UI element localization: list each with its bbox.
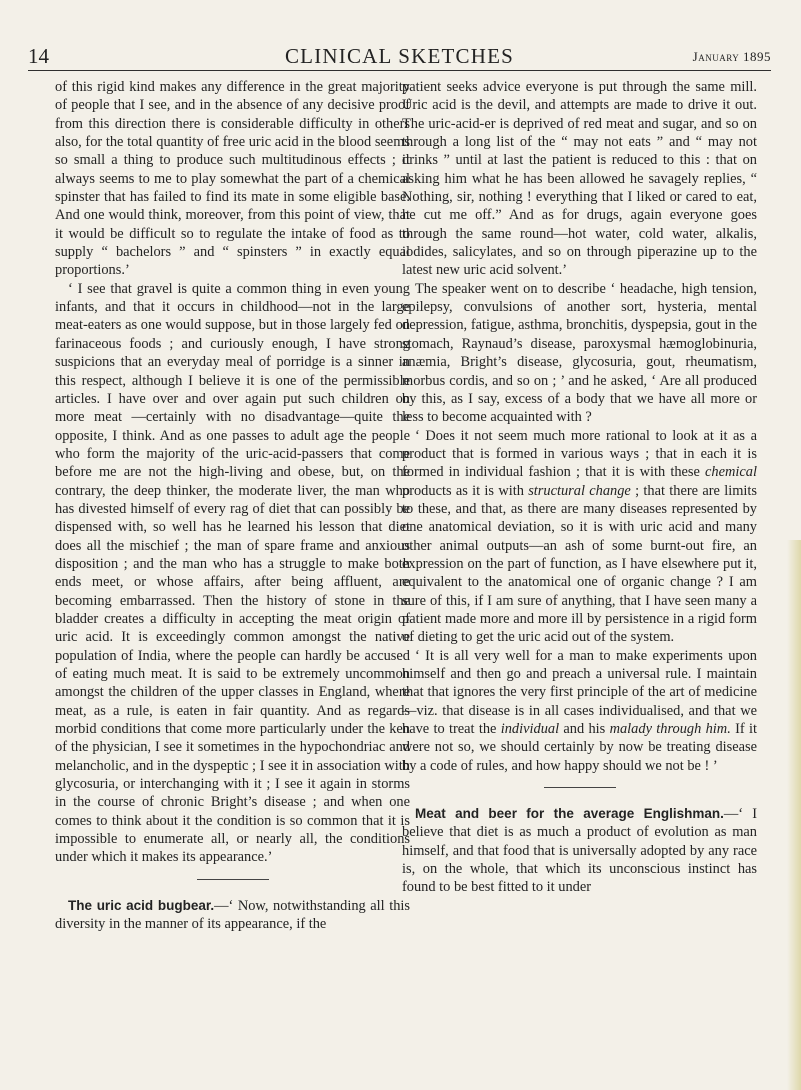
page-number: 14 — [28, 44, 49, 68]
issue-date: January 1895 — [692, 49, 771, 64]
paragraph — [55, 897, 410, 934]
paragraph-text: —‘ I believe that diet is as much a product of evolution as man himself, and that food that is universally adopted by any race is, on the whole, that which its unconscious instinct has found to be best fitted to it under — [402, 806, 758, 896]
emphasis: chemical — [705, 464, 757, 481]
left-column — [55, 78, 410, 933]
header-rule — [28, 70, 771, 71]
section-heading: The uric acid bugbear. — [68, 897, 215, 913]
emphasis: malady through him. — [609, 721, 731, 738]
text-run: ; that there are limits to these, and that, as there are many diseases represented by one anatomical deviation, so it is with uric acid and many other animal outputs—an ash of some burnt-out fire, an expression on the part of function, as I have elsewhere put it, equivalent to the anatomical one of organic change ? I am sure of this, if I am sure of anything, that I have seen many a patient made more and more ill by persistence in a rigid form of dieting to get the uric acid out of the system. — [402, 482, 757, 646]
emphasis: structural change — [528, 482, 631, 499]
text-run: and his — [559, 721, 610, 738]
page-edge-discoloration — [787, 540, 801, 1090]
paragraph: patient seeks advice everyone is put through the same mill. Uric acid is the devil, and attempts are made to drive it out. The uric-acid-er is deprived of red meat and sugar, and so on through a long list of the “ may not eats ” and “ may not drinks ” until at last the patient is reduced to this : that on asking him what he has been allowed he savagely replies, “ Nothing, sir, nothing ! everything that I liked or cared to eat, he cut me off.” And as for drugs, again everyone goes through the same round—hot water, cold water, alkalis, iodides, salicylates, and so on through piperazine up to the latest new uric acid solvent.’ — [402, 79, 757, 279]
text-run: ‘ Does it not seem much more rational to look at it as a product that is formed in various ways ; that in each it is formed in individual fashion ; that it is with these — [402, 427, 757, 481]
right-column — [402, 78, 757, 897]
paragraph — [402, 427, 757, 647]
section-heading: Meat and beer for the average Englishman. — [415, 806, 724, 822]
section-divider — [544, 787, 616, 788]
text-run: If it were not so, we should certainly by now be treating disease by a code of rules, and how happy should we not be ! ’ — [402, 721, 757, 774]
paragraph — [402, 805, 757, 897]
paragraph: of this rigid kind makes any difference in the great majority of people that I see, and in the absence of any decisive proof from this direction there is considerable difficulty in others also, for the total quantity of free uric acid in the blood seems so small a thing to produce such multitudinous effects ; it always seems to me to play somewhat the part of a chemical spinster that has failed to find its mate in some eligible base. And one would think, moreover, from this point of view, that it would be difficult so to regulate the intake of food as to supply “ bachelors ” and “ spinsters ” in exactly equal proportions.’ — [55, 79, 410, 279]
text-run: products as it is with — [402, 482, 529, 499]
paragraph: ‘ I see that gravel is quite a common thing in even young infants, and that it occurs in childhood—not in the large meat-eaters as one would suppose, but in those largely fed on farinaceous foods ; and curiously enough, I have strong suspicions that an everyday meal of porridge is a sinner in this respect, although I believe it is one of the permissible articles. I have over and over again put such children on more meat —certainly with no disadvantage—quite the opposite, I think. And as one passes to adult age the people who form the majority of the uric-acid-passers that come before me are not the high-living and obese, but, on the contrary, the deep thinker, the moderate liver, the man who has divested himself of every rag of diet that can possibly be dispensed with, so well has he learned his lesson that diet does all the mischief ; the man of spare frame and anxious disposition ; and the man who has a struggle to make both ends meet, or whose affairs, after being affluent, are becoming embarrassed. Then the history of stone in the bladder creates a difficulty in accepting the meat origin of uric acid. It is exceedingly common amongst the native population of India, where the people can hardly be accused of eating much meat. It is said to be extremely uncommon amongst the children of the upper classes in England, where meat, as a rule, is eaten in fair quantity. And as regards morbid conditions that come more particularly under the ken of the physician, I see it sometimes in the hypochondriac and melancholic, and in the dyspeptic ; I see it in association with glycosuria, or interchanging with it ; I see it again in storms in the course of chronic Bright’s disease ; and when one comes to think about it the condition is so common that it is impossible to enumerate all, or nearly all, the conditions under which it makes its appearance.’ — [55, 280, 410, 866]
text-run: ‘ It is all very well for a man to make experiments upon himself and then go and preach a universal rule. I maintain that that ignores the very first principle of the art of medicine—viz. that disease is in all cases individualised, and that we have to treat the — [402, 647, 757, 738]
emphasis: individual — [500, 721, 560, 738]
paragraph: The speaker went on to describe ‘ headache, high tension, epilepsy, convulsions of another sort, hysteria, mental depression, fatigue, asthma, bronchitis, dyspepsia, gout in the stomach, Raynaud’s disease, paroxysmal hæmoglobinuria, anæmia, Bright’s disease, glycosuria, gout, rheumatism, morbus cordis, and so on ; ’ and he asked, ‘ Are all produced by this, as I say, excess of a body that we have all more or less to become acquainted with ? — [402, 280, 757, 426]
running-title: CLINICAL SKETCHES — [284, 44, 515, 68]
section-divider — [197, 879, 269, 880]
page-header — [28, 38, 771, 68]
paragraph-text: —‘ Now, notwithstanding all this diversity in the manner of its appearance, if the — [55, 897, 410, 933]
paragraph — [402, 647, 757, 775]
